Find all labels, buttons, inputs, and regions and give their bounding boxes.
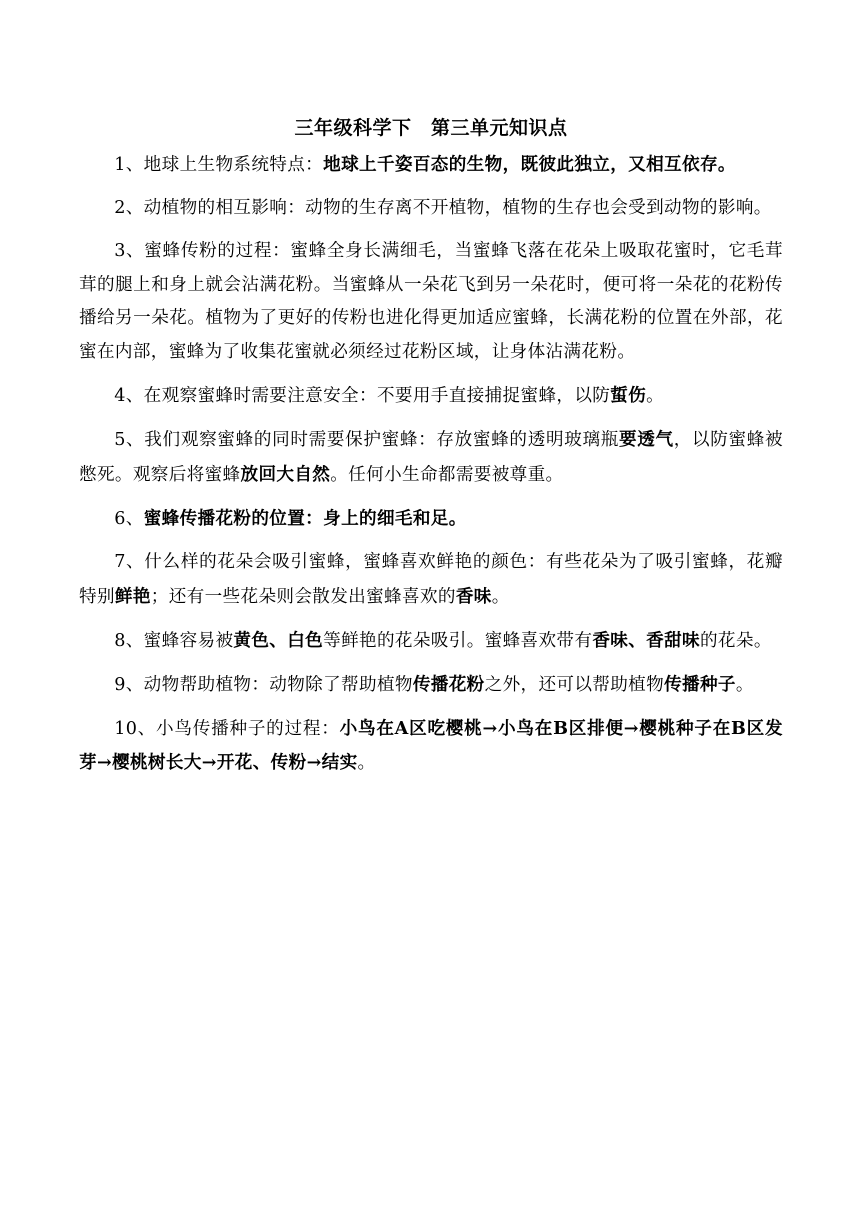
body-text: 。 <box>735 674 754 695</box>
document-title: 三年级科学下 第三单元知识点 <box>294 117 568 139</box>
knowledge-point-5 <box>79 423 783 492</box>
emphasis-text: 传播花粉 <box>412 673 485 695</box>
emphasis-text: 传播种子 <box>664 673 736 695</box>
emphasis-text: 香味 <box>455 585 492 607</box>
body-text: 10、小鸟传播种子的过程： <box>114 718 340 739</box>
knowledge-point-1 <box>79 148 783 183</box>
knowledge-point-10 <box>79 712 783 781</box>
body-text: 。 <box>491 586 510 607</box>
body-text: 3、蜜蜂传粉的过程：蜜蜂全身长满细毛，当蜜蜂飞落在花朵上吸取花蜜时，它毛茸茸的腿上和身上就会沾满花粉。当蜜蜂从一朵花飞到另一朵花时，便可将一朵花的花粉传播给另一朵花。植物为了更好的传粉也进化得更加适应蜜蜂，长满花粉的位置在外部，花蜜在内部，蜜蜂为了收集花蜜就必须经过花粉区域，让身体沾满花粉。 <box>79 241 783 362</box>
emphasis-text: 黄色、白色 <box>233 629 324 651</box>
knowledge-point-list <box>79 148 783 781</box>
emphasis-text: 放回大自然 <box>240 463 331 485</box>
knowledge-point-3 <box>79 235 783 369</box>
knowledge-point-2 <box>79 192 783 226</box>
knowledge-point-9 <box>79 668 783 703</box>
body-text: 2、动植物的相互影响：动物的生存离不开植物，植物的生存也会受到动物的影响。 <box>114 198 772 219</box>
body-text: 7、什么样的花朵会吸引蜜蜂，蜜蜂喜欢鲜艳的颜色：有些花朵为了吸引蜜蜂，花瓣特别 <box>79 551 783 607</box>
body-text: ，以防蜜蜂被憋死。观察后将蜜蜂 <box>79 430 783 485</box>
body-text: 6、 <box>114 508 144 529</box>
body-text: 的花朵。 <box>699 630 772 651</box>
body-text: ；还有一些花朵则会散发出蜜蜂喜欢的 <box>150 586 456 607</box>
body-text: 等鲜艳的花朵吸引。蜜蜂喜欢带有 <box>323 630 593 651</box>
body-text: 8、蜜蜂容易被 <box>114 630 234 651</box>
emphasis-text: 地球上千姿百态的生物，既彼此独立，又相互依存。 <box>323 154 736 175</box>
body-text: 5、我们观察蜜蜂的同时需要保护蜜蜂：存放蜜蜂的透明玻璃瓶 <box>114 430 619 451</box>
emphasis-text: 香味、香甜味 <box>592 629 700 651</box>
emphasis-text: 蜜蜂传播花粉的位置：身上的细毛和足。 <box>143 507 467 529</box>
body-text: 9、动物帮助植物：动物除了帮助植物 <box>114 674 413 695</box>
emphasis-text: 小鸟在A区吃樱桃→小鸟在B区排便→樱桃种子在B区发芽→樱桃树长大→开花、传粉→结实 <box>79 717 783 774</box>
knowledge-point-6 <box>79 502 783 537</box>
body-text: 。 <box>357 753 376 774</box>
document-page <box>79 110 783 791</box>
emphasis-text: 要透气 <box>618 429 674 451</box>
body-text: 1、地球上生物系统特点： <box>114 155 324 175</box>
body-text: 之外，还可以帮助植物 <box>484 674 665 695</box>
knowledge-point-7 <box>79 546 783 614</box>
knowledge-point-8 <box>79 624 783 659</box>
knowledge-point-4 <box>79 379 783 414</box>
body-text: 。 <box>646 386 665 407</box>
emphasis-text: 蜇伤 <box>610 385 647 407</box>
body-text: 。任何小生命都需要被尊重。 <box>330 464 564 485</box>
emphasis-text: 鲜艳 <box>114 585 151 607</box>
body-text: 4、在观察蜜蜂时需要注意安全：不要用手直接捕捉蜜蜂，以防 <box>114 386 611 407</box>
